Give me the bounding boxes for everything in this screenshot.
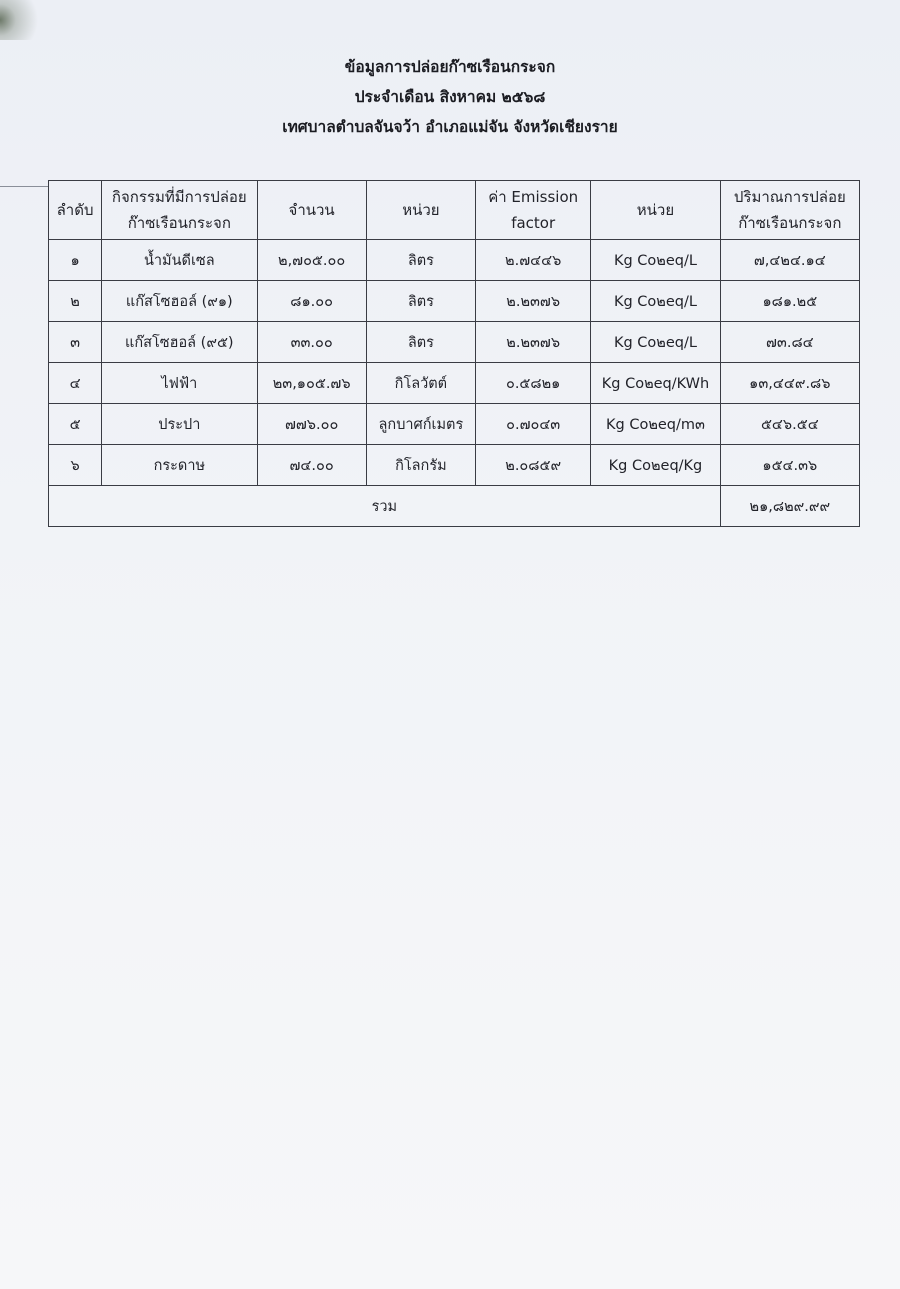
cell-activity: ไฟฟ้า [102, 363, 257, 404]
cell-no: ๓ [49, 322, 102, 363]
cell-ef-unit: Kg Co๒eq/L [591, 322, 720, 363]
cell-no: ๔ [49, 363, 102, 404]
table-row [49, 240, 860, 281]
cell-ef: ๐.๗๐๔๓ [476, 404, 591, 445]
cell-quantity: ๘๑.๐๐ [257, 281, 366, 322]
page-edge-line [0, 186, 48, 187]
cell-total: ๑๕๔.๓๖ [720, 445, 859, 486]
cell-quantity: ๗๗๖.๐๐ [257, 404, 366, 445]
cell-activity: แก๊สโซฮอล์ (๙๑) [102, 281, 257, 322]
cell-unit: ลิตร [366, 281, 475, 322]
cell-unit: ลิตร [366, 240, 475, 281]
table-row [49, 404, 860, 445]
cell-ef-unit: Kg Co๒eq/L [591, 281, 720, 322]
cell-ef-unit: Kg Co๒eq/Kg [591, 445, 720, 486]
header-emission-factor: ค่า Emission factor [476, 181, 591, 240]
cell-unit: ลิตร [366, 322, 475, 363]
cell-ef: ๒.๐๘๕๙ [476, 445, 591, 486]
table-header-row [49, 181, 860, 240]
photo-shadow [0, 0, 40, 40]
cell-activity: แก๊สโซฮอล์ (๙๕) [102, 322, 257, 363]
cell-ef: ๒.๗๔๔๖ [476, 240, 591, 281]
cell-total: ๗๓.๘๔ [720, 322, 859, 363]
header-no: ลำดับ [49, 181, 102, 240]
sum-label: รวม [49, 486, 721, 527]
document-header [0, 52, 900, 142]
cell-quantity: ๒,๗๐๕.๐๐ [257, 240, 366, 281]
cell-total: ๑๘๑.๒๕ [720, 281, 859, 322]
cell-unit: กิโลกรัม [366, 445, 475, 486]
cell-ef-unit: Kg Co๒eq/m๓ [591, 404, 720, 445]
cell-ef: ๒.๒๓๗๖ [476, 281, 591, 322]
table-sum-row [49, 486, 860, 527]
document-organization: เทศบาลตำบลจันจว้า อำเภอแม่จัน จังหวัดเชียงราย [282, 118, 618, 136]
cell-ef-unit: Kg Co๒eq/L [591, 240, 720, 281]
table-row [49, 363, 860, 404]
header-unit: หน่วย [366, 181, 475, 240]
emissions-table [48, 180, 860, 527]
cell-total: ๗,๔๒๔.๑๔ [720, 240, 859, 281]
cell-quantity: ๗๔.๐๐ [257, 445, 366, 486]
document-period: ประจำเดือน สิงหาคม ๒๕๖๘ [354, 88, 546, 106]
cell-quantity: ๒๓,๑๐๕.๗๖ [257, 363, 366, 404]
cell-no: ๑ [49, 240, 102, 281]
table-row [49, 281, 860, 322]
cell-no: ๒ [49, 281, 102, 322]
table-row [49, 445, 860, 486]
header-activity: กิจกรรมที่มีการปล่อยก๊าซเรือนกระจก [102, 181, 257, 240]
cell-unit: กิโลวัตต์ [366, 363, 475, 404]
header-total-emission: ปริมาณการปล่อยก๊าซเรือนกระจก [720, 181, 859, 240]
sum-value: ๒๑,๘๒๙.๙๙ [720, 486, 859, 527]
cell-no: ๕ [49, 404, 102, 445]
cell-ef: ๐.๕๘๒๑ [476, 363, 591, 404]
cell-total: ๑๓,๔๔๙.๘๖ [720, 363, 859, 404]
cell-total: ๕๔๖.๕๔ [720, 404, 859, 445]
cell-activity: กระดาษ [102, 445, 257, 486]
document-title: ข้อมูลการปล่อยก๊าซเรือนกระจก [344, 58, 556, 76]
header-ef-unit: หน่วย [591, 181, 720, 240]
cell-no: ๖ [49, 445, 102, 486]
cell-unit: ลูกบาศก์เมตร [366, 404, 475, 445]
cell-activity: ประปา [102, 404, 257, 445]
cell-activity: น้ำมันดีเซล [102, 240, 257, 281]
header-quantity: จำนวน [257, 181, 366, 240]
table-row [49, 322, 860, 363]
cell-quantity: ๓๓.๐๐ [257, 322, 366, 363]
cell-ef-unit: Kg Co๒eq/KWh [591, 363, 720, 404]
cell-ef: ๒.๒๓๗๖ [476, 322, 591, 363]
